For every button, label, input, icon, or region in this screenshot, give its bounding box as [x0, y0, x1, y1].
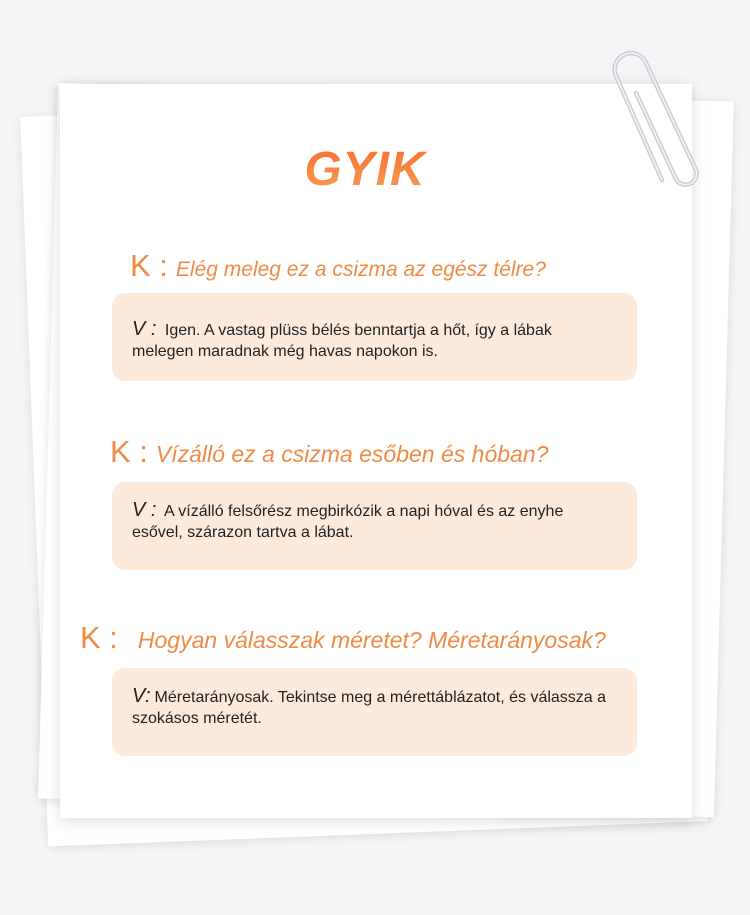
- answer-text: Igen. A vastag plüss bélés benntartja a hőt, így a lábak melegen maradnak még havas napokon is.: [132, 322, 552, 360]
- question-marker: K :: [80, 620, 118, 655]
- question-text: Vízálló ez a csizma esőben és hóban?: [155, 441, 549, 467]
- answer-paragraph: [132, 319, 617, 362]
- faq-answer-3: [112, 668, 637, 756]
- answer-text: Méretarányosak. Tekintse meg a mérettáblázatot, és válassza a szokásos méretét.: [132, 689, 607, 727]
- answer-marker: V:: [132, 685, 151, 707]
- answer-text: A vízálló felsőrész megbirkózik a napi hóval és az enyhe esővel, szárazon tartva a lábat.: [132, 503, 564, 541]
- page-title: GYIK: [0, 142, 730, 197]
- answer-paragraph: [132, 500, 617, 543]
- question-marker: K :: [130, 248, 168, 283]
- answer-marker: V :: [132, 318, 157, 340]
- question-text: Elég meleg ez a csizma az egész télre?: [175, 258, 546, 281]
- question-text: Hogyan válasszak méretet? Méretarányosak?: [137, 627, 606, 653]
- answer-marker: V :: [132, 499, 157, 521]
- question-marker: K :: [110, 434, 148, 469]
- faq-answer-1: [112, 293, 637, 381]
- faq-question-2: [110, 434, 548, 470]
- faq-question-3: [80, 620, 606, 656]
- faq-question-1: [130, 248, 546, 284]
- answer-paragraph: [132, 686, 617, 729]
- faq-answer-2: [112, 482, 637, 570]
